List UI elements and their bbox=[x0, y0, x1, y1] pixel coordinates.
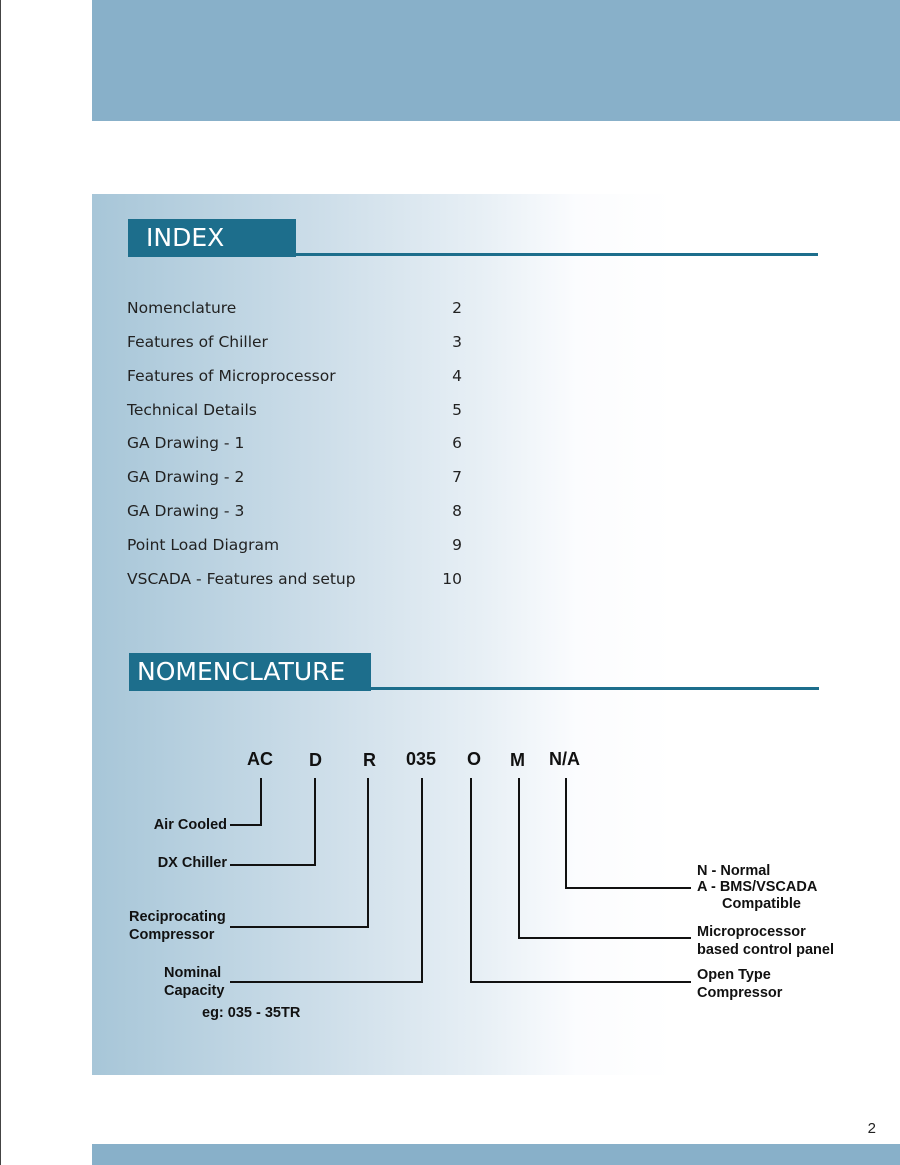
toc-item-vscada[interactable]: VSCADA - Features and setup bbox=[127, 570, 356, 588]
toc-page: 4 bbox=[452, 367, 462, 385]
connector-r bbox=[367, 778, 369, 927]
toc-page: 6 bbox=[452, 434, 462, 452]
toc-item-point-load-diagram[interactable]: Point Load Diagram bbox=[127, 536, 280, 554]
toc-page: 2 bbox=[452, 299, 462, 317]
label-microprocessor: Microprocessor bbox=[697, 924, 806, 940]
leader-air-cooled bbox=[230, 824, 262, 826]
toc-page: 7 bbox=[452, 468, 462, 486]
nomenclature-heading bbox=[129, 653, 819, 691]
toc-item-nomenclature[interactable]: Nomenclature bbox=[127, 299, 237, 317]
label-open-type: Open Type bbox=[697, 967, 771, 983]
leader-na bbox=[565, 887, 691, 889]
toc-item-ga-drawing-1[interactable]: GA Drawing - 1 bbox=[127, 434, 245, 452]
label-open-compressor: Compressor bbox=[697, 985, 783, 1001]
index-rule bbox=[296, 253, 818, 256]
toc-page: 5 bbox=[452, 401, 462, 419]
toc-page: 10 bbox=[442, 570, 462, 588]
label-nominal: Nominal bbox=[164, 965, 222, 981]
nomenclature-rule bbox=[371, 687, 819, 690]
toc-item-technical-details[interactable]: Technical Details bbox=[127, 401, 257, 419]
header-band bbox=[92, 0, 900, 121]
label-normal: N - Normal bbox=[697, 863, 771, 879]
index-heading bbox=[128, 219, 818, 257]
leader-reciprocating bbox=[230, 926, 369, 928]
code-na: N/A bbox=[549, 749, 580, 769]
label-dx-chiller: DX Chiller bbox=[157, 855, 227, 871]
label-example: eg: 035 - 35TR bbox=[202, 1005, 301, 1021]
label-bms-vscada: A - BMS/VSCADA bbox=[697, 879, 818, 895]
toc-item-ga-drawing-2[interactable]: GA Drawing - 2 bbox=[127, 468, 245, 486]
label-control-panel: based control panel bbox=[697, 942, 834, 958]
connector-o bbox=[470, 778, 472, 982]
toc-page: 8 bbox=[452, 502, 462, 520]
label-capacity: Capacity bbox=[164, 983, 225, 999]
code-d: D bbox=[309, 750, 322, 770]
page-left-border bbox=[0, 0, 1, 1165]
connector-035 bbox=[421, 778, 423, 982]
connector-na bbox=[565, 778, 567, 888]
code-r: R bbox=[363, 750, 376, 770]
label-air-cooled: Air Cooled bbox=[153, 817, 227, 833]
toc-item-ga-drawing-3[interactable]: GA Drawing - 3 bbox=[127, 502, 245, 520]
code-m: M bbox=[510, 750, 525, 770]
label-reciprocating: Reciprocating bbox=[129, 909, 226, 925]
leader-nominal bbox=[230, 981, 423, 983]
label-compatible: Compatible bbox=[722, 896, 801, 912]
leader-dx-chiller bbox=[230, 864, 316, 866]
leader-open-type bbox=[470, 981, 691, 983]
label-compressor: Compressor bbox=[129, 927, 215, 943]
code-o: O bbox=[467, 749, 482, 769]
page-number: 2 bbox=[867, 1120, 876, 1137]
connector-m bbox=[518, 778, 520, 938]
code-035: 035 bbox=[406, 749, 437, 769]
index-title: INDEX bbox=[128, 219, 296, 257]
toc-page: 9 bbox=[452, 536, 462, 554]
footer-band bbox=[92, 1144, 900, 1165]
toc-item-features-of-microprocessor[interactable]: Features of Microprocessor bbox=[127, 367, 336, 385]
nomenclature-title: NOMENCLATURE bbox=[129, 653, 371, 691]
toc-item-features-of-chiller[interactable]: Features of Chiller bbox=[127, 333, 268, 351]
connector-d bbox=[314, 778, 316, 865]
code-ac: AC bbox=[247, 749, 273, 769]
leader-microprocessor bbox=[518, 937, 691, 939]
toc-page: 3 bbox=[452, 333, 462, 351]
connector-ac bbox=[260, 778, 262, 825]
